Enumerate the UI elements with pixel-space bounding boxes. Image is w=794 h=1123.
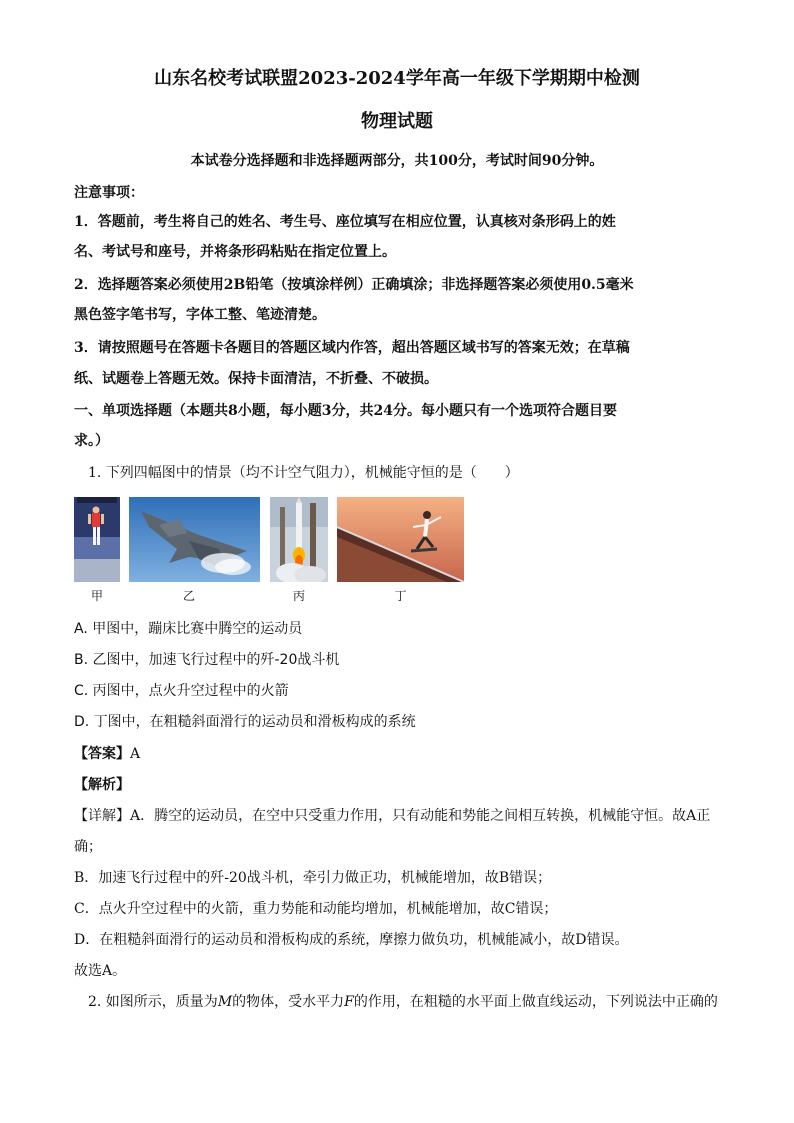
q2-var-f: F xyxy=(344,994,354,1010)
caption-ding: 丁 xyxy=(394,589,407,603)
rocket-launch-photo xyxy=(270,497,328,582)
q2-stem-part-1: 2. 如图所示，质量为 xyxy=(88,994,218,1010)
q2-stem-part-3: 的作用，在粗糙的水平面上做直线运动，下列说法中正确的 xyxy=(353,994,718,1010)
note-3-line-2: 纸、试题卷上答题无效。保持卡面清洁，不折叠、不破损。 xyxy=(74,371,438,387)
notes-heading: 注意事项： xyxy=(74,185,144,201)
option-b: B. 乙图中，加速飞行过程中的歼-20战斗机 xyxy=(74,652,340,668)
note-3-line-1: 3．请按照题号在答题卡各题目的答题区域内作答，超出答题区域书写的答案无效；在草稿 xyxy=(74,340,630,356)
caption-bing: 丙 xyxy=(292,589,305,603)
section-heading-line-2: 求。） xyxy=(74,433,109,449)
detail-c: C．点火升空过程中的火箭，重力势能和动能均增加，机械能增加，故C错误； xyxy=(74,901,558,917)
answer-line xyxy=(74,745,140,763)
analysis-label: 【解析】 xyxy=(74,777,130,793)
trampoline-athlete-photo xyxy=(74,497,120,582)
answer-value: A xyxy=(130,746,141,762)
option-c: C. 丙图中，点火升空过程中的火箭 xyxy=(74,683,289,699)
conclusion: 故选A。 xyxy=(74,963,127,979)
page-title: 山东名校考试联盟2023-2024学年高一年级下学期期中检测 xyxy=(154,68,640,89)
q2-stem-part-2: 的物体，受水平力 xyxy=(232,994,345,1010)
option-d: D. 丁图中，在粗糙斜面滑行的运动员和滑板构成的系统 xyxy=(74,714,416,730)
detail-b: B．加速飞行过程中的歼-20战斗机，牵引力做正功，机械能增加，故B错误； xyxy=(74,870,552,886)
note-1-line-2: 名、考试号和座号，并将条形码粘贴在指定位置上。 xyxy=(74,244,396,260)
q2-var-m: M xyxy=(217,994,233,1010)
note-2-line-2: 黑色签字笔书写，字体工整、笔迹清楚。 xyxy=(74,307,326,323)
skateboarder-slope-photo xyxy=(337,497,464,582)
exam-info: 本试卷分选择题和非选择题两部分，共100分，考试时间90分钟。 xyxy=(190,153,604,169)
caption-yi: 乙 xyxy=(182,589,195,603)
detail-line-2: 确； xyxy=(74,839,102,855)
section-heading-line-1: 一、单项选择题（本题共8小题，每小题3分，共24分。每小题只有一个选项符合题目要 xyxy=(74,403,617,419)
answer-label: 【答案】 xyxy=(74,746,130,762)
page-subtitle: 物理试题 xyxy=(361,111,433,132)
question-1-stem: 1. 下列四幅图中的情景（均不计空气阻力），机械能守恒的是（ ） xyxy=(88,465,519,481)
note-2-line-1: 2．选择题答案必须使用2B铅笔（按填涂样例）正确填涂；非选择题答案必须使用0.5毫米 xyxy=(74,277,634,293)
caption-jia: 甲 xyxy=(90,589,103,603)
note-1-line-1: 1．答题前，考生将自己的姓名、考生号、座位填写在相应位置，认真核对条形码上的姓 xyxy=(74,214,616,230)
detail-line-1: 【详解】A．腾空的运动员，在空中只受重力作用，只有动能和势能之间相互转换，机械能守恒。故A正 xyxy=(74,808,711,824)
j20-fighter-jet-photo xyxy=(129,497,260,582)
option-a: A. 甲图中，蹦床比赛中腾空的运动员 xyxy=(74,621,303,637)
question-2-stem xyxy=(88,993,718,1011)
detail-d: D．在粗糙斜面滑行的运动员和滑板构成的系统，摩擦力做负功，机械能减小，故D错误。 xyxy=(74,932,629,948)
